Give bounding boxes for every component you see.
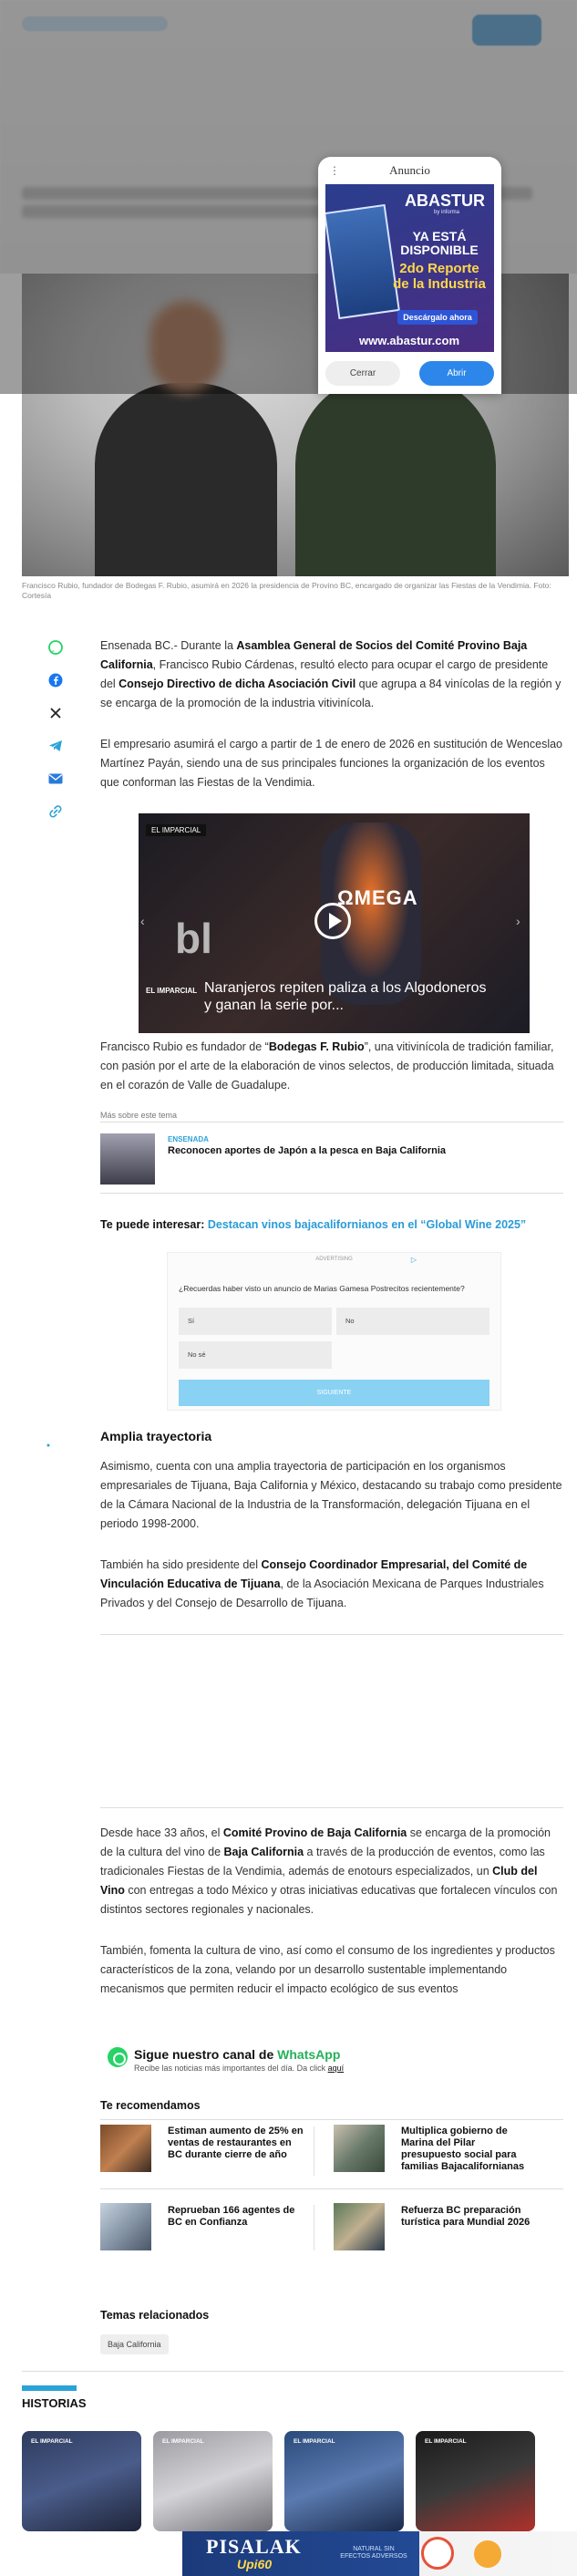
divider xyxy=(100,2119,563,2120)
video-bg-text: bl xyxy=(175,915,212,962)
more-options-icon[interactable]: ⋮ xyxy=(329,164,340,177)
ad-open-button[interactable]: Abrir xyxy=(419,361,494,386)
ad-close-button[interactable]: Cerrar xyxy=(325,361,400,386)
divider xyxy=(100,1193,563,1194)
whatsapp-link[interactable]: aquí xyxy=(327,2064,345,2073)
facebook-icon[interactable] xyxy=(46,670,66,690)
person-right xyxy=(295,374,496,576)
story-card[interactable] xyxy=(153,2431,273,2531)
survey-option-dont-know[interactable]: No sé xyxy=(179,1341,332,1369)
recommend-link[interactable]: Multiplica gobierno de Marina del Pilar presupuesto social para familias Bajacalifornianas xyxy=(401,2126,525,2172)
recommend-link[interactable]: Refuerza BC preparación turística para Mundial 2026 xyxy=(401,2205,531,2228)
related-thumbnail[interactable] xyxy=(100,1133,155,1185)
bottom-ad-brand: PISALAK xyxy=(206,2535,302,2558)
article-paragraph-2: El empresario asumirá el cargo a partir de 1 de enero de 2026 en sustitución de Wenceslao Martínez Payán, siendo una de sus principales funciones la organización de los eventos que conforman las Fiestas de la Vendimia. xyxy=(100,738,563,789)
divider xyxy=(100,1634,563,1635)
story-source: EL IMPARCIAL xyxy=(294,2438,335,2445)
topics-title: Temas relacionados xyxy=(100,2309,210,2322)
photo-caption: Francisco Rubio, fundador de Bodegas F. Rubio, asumirá en 2026 la presidencia de Provino BC, encargado de organizar las Fiestas de la Vendimia. Foto: Cortesía xyxy=(22,581,551,600)
ad-header xyxy=(318,157,501,184)
telegram-icon[interactable] xyxy=(46,736,66,756)
link-icon[interactable] xyxy=(46,802,66,822)
dot-marker xyxy=(44,1441,53,1450)
ad-line-1: YA ESTÁ DISPONIBLE xyxy=(400,229,479,257)
section-heading: Amplia trayectoria xyxy=(100,1429,212,1443)
article-paragraph-1: Ensenada BC.- Durante la Asamblea General de Socios del Comité Provino Baja California, Francisco Rubio Cárdenas, resultó electo para ocupar el cargo de presidente del Consejo Directivo de dicha Asociación Civil que agrupa a 84 vinícolas de la región y se encarga de la promoción de la industria vitivinícola. xyxy=(100,639,562,709)
email-icon[interactable] xyxy=(46,769,66,789)
story-card[interactable] xyxy=(284,2431,404,2531)
ad-cta[interactable]: Descárgalo ahora xyxy=(397,310,478,325)
report-cover-image xyxy=(325,204,400,319)
divider xyxy=(100,1807,563,1808)
interest-line: Te puede interesar: Destacan vinos bajacalifornianos en el “Global Wine 2025” xyxy=(100,1218,527,1231)
video-source-label-2: EL IMPARCIAL xyxy=(146,987,198,995)
recommend-link[interactable]: Reprueban 166 agentes de BC en Confianza xyxy=(168,2205,295,2228)
video-brand: ΩMEGA xyxy=(337,886,418,909)
play-icon[interactable] xyxy=(314,903,351,939)
survey-ad xyxy=(167,1252,501,1411)
whatsapp-icon[interactable] xyxy=(46,637,66,657)
recommend-thumbnail[interactable] xyxy=(100,2203,151,2250)
recommend-thumbnail[interactable] xyxy=(100,2125,151,2172)
article-paragraph-5: También ha sido presidente del Consejo Coordinador Empresarial, del Comité de Vinculación Educativa de Tijuana, de la Asociación Mexicana de Parques Industriales Privados y del Consejo de Desarrollo de Tijuana. xyxy=(100,1558,544,1609)
recommend-thumbnail[interactable] xyxy=(334,2203,385,2250)
adchoices-icon[interactable]: ▷ xyxy=(410,1256,417,1264)
ad-popup xyxy=(318,157,501,394)
historias-accent xyxy=(22,2385,77,2391)
product-pill-icon xyxy=(421,2537,454,2570)
bottom-banner-ad[interactable] xyxy=(182,2531,577,2576)
interest-link[interactable]: Destacan vinos bajacalifornianos en el “Global Wine 2025” xyxy=(207,1218,527,1231)
related-link[interactable]: Reconocen aportes de Japón a la pesca en Baja California xyxy=(168,1145,447,1156)
topic-tag[interactable]: Baja California xyxy=(100,2334,169,2354)
story-card[interactable] xyxy=(22,2431,141,2531)
divider xyxy=(100,2188,563,2189)
video-player[interactable] xyxy=(139,813,530,1033)
survey-next-button[interactable]: SIGUIENTE xyxy=(179,1380,489,1406)
recommend-link[interactable]: Estiman aumento de 25% en ventas de restaurantes en BC durante cierre de año xyxy=(168,2126,304,2160)
survey-option-no[interactable]: No xyxy=(336,1308,489,1335)
recommend-title: Te recomendamos xyxy=(100,2099,201,2112)
recommend-thumbnail[interactable] xyxy=(334,2125,385,2172)
story-card[interactable] xyxy=(416,2431,535,2531)
whatsapp-channel-title: Sigue nuestro canal de WhatsApp xyxy=(134,2047,341,2062)
video-title[interactable]: Naranjeros repiten paliza a los Algodoneros y ganan la serie por... xyxy=(204,980,487,1013)
article-paragraph-3: Francisco Rubio es fundador de “Bodegas F. Rubio”, una vitivinícola de tradición familiar, con pasión por el arte de la elaboración de vinos selectos, de producción limitada, situada en el corazón de Valle de Guadalupe. xyxy=(100,1040,554,1091)
historias-title: HISTORIAS xyxy=(22,2396,87,2410)
related-category: ENSENADA xyxy=(168,1135,209,1143)
bottom-ad-tagline: NATURAL SIN EFECTOS ADVERSOS xyxy=(340,2546,407,2560)
video-source-label: EL IMPARCIAL xyxy=(146,824,206,836)
advertising-label: ADVERTISING xyxy=(315,1257,353,1262)
divider xyxy=(22,2371,563,2372)
related-label: Más sobre este tema xyxy=(100,1111,178,1120)
article-paragraph-7: También, fomenta la cultura de vino, así como el consumo de los ingredientes y productos característicos de la zona, velando por un desarrollo sustentable implementando mecanismos que permiten reducir el impacto ecológico de sus eventos xyxy=(100,1944,555,1995)
ad-brand-sub: by informa xyxy=(433,210,459,215)
ad-creative[interactable] xyxy=(325,184,494,352)
whatsapp-channel-icon xyxy=(108,2047,128,2067)
survey-question: ¿Recuerdas haber visto un anuncio de Marias Gamesa Postrecitos recientemente? xyxy=(179,1284,465,1293)
story-source: EL IMPARCIAL xyxy=(31,2438,73,2445)
story-source: EL IMPARCIAL xyxy=(425,2438,467,2445)
ad-brand: ABASTUR xyxy=(405,191,485,210)
article-paragraph-4: Asimismo, cuenta con una amplia trayectoria de participación en los organismos empresariales de Tijuana, Baja California y México, destacando su trabajo como presidente de la Cámara Nacional de la Industria de la Transformación, delegación Tijuana en el periodo 1998-2000. xyxy=(100,1460,562,1530)
whatsapp-channel-subtitle: Recibe las noticias más importantes del día. Da click aquí xyxy=(134,2064,345,2073)
person-left xyxy=(95,383,277,576)
previous-icon[interactable]: ‹ xyxy=(140,914,145,928)
ad-url: www.abastur.com xyxy=(358,334,460,347)
partner-logo-icon xyxy=(474,2540,501,2568)
survey-option-yes[interactable]: Sí xyxy=(179,1308,332,1335)
ad-line-2: 2do Reporte de la Industria xyxy=(393,261,486,292)
bottom-ad-product: Upi60 xyxy=(237,2557,273,2571)
article-paragraph-6: Desde hace 33 años, el Comité Provino de Baja California se encarga de la promoción de la cultura del vino de Baja California a través de la producción de eventos, como las tradicionales Fiestas de la Vendimia, además de enotours especializados, un Club del Vino con entregas a todo México y otras iniciativas educativas que fortalecen vínculos con distintos sectores regionales y nacionales. xyxy=(100,1826,558,1916)
story-source: EL IMPARCIAL xyxy=(162,2438,204,2445)
x-icon[interactable] xyxy=(46,703,66,723)
next-icon[interactable]: › xyxy=(516,914,520,928)
ad-header-label: Anuncio xyxy=(389,163,430,177)
